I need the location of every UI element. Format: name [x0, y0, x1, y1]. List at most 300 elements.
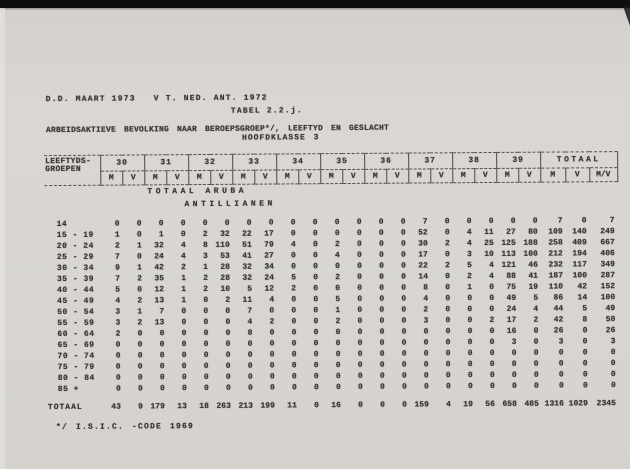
table-cell: 8: [582, 315, 588, 325]
table-cell: 5: [115, 285, 121, 295]
table-cell: 0: [401, 382, 407, 392]
table-cell: 3: [202, 251, 208, 262]
table-cell: 0: [511, 348, 517, 358]
row-label: 30 - 34: [56, 263, 95, 274]
sex-header: M: [144, 171, 166, 185]
table-cell: 7: [114, 252, 120, 262]
table-cell: 4: [533, 304, 539, 314]
table-cell: 0: [159, 362, 165, 372]
table-cell: 0: [400, 217, 406, 227]
table-cell: 2: [467, 272, 473, 282]
table-cell: 4: [180, 241, 186, 251]
table-cell: 0: [291, 262, 296, 272]
table-cell: 0: [291, 350, 297, 360]
table-cell: 0: [582, 326, 588, 336]
table-cell: 658: [502, 399, 517, 409]
table-cell: 0: [181, 384, 187, 394]
table-cell: 0: [610, 348, 616, 358]
table-cell: 2: [203, 273, 209, 284]
table-cell: 349: [600, 260, 615, 270]
table-cell: 0: [181, 351, 187, 361]
table-cell: 0: [379, 371, 385, 381]
table-cell: 109: [548, 227, 563, 237]
table-cell: 0: [378, 228, 384, 238]
table-cell: 4: [115, 296, 121, 306]
table-cell: 3: [423, 316, 429, 326]
table-cell: 10: [220, 284, 231, 294]
table-cell: 0: [247, 350, 253, 360]
page-subtitle: HOOFDKLASSE 3: [241, 133, 320, 143]
table-cell: 4: [334, 251, 340, 261]
table-cell: 2345: [596, 399, 616, 409]
table-cell: 0: [334, 229, 340, 239]
table-cell: 44: [553, 304, 564, 314]
table-cell: 0: [269, 350, 275, 360]
table-cell: 249: [600, 227, 615, 237]
table-cell: 0: [489, 359, 495, 370]
table-cell: 0: [379, 261, 384, 271]
table-cell: 2: [137, 318, 143, 328]
table-cell: 80: [528, 227, 538, 237]
table-cell: 2: [137, 296, 143, 306]
table-cell: 0: [357, 294, 363, 304]
table-cell: 0: [357, 272, 363, 282]
table-cell: 25: [484, 238, 494, 249]
sex-header: V: [254, 170, 276, 184]
table-cell: 0: [313, 328, 319, 338]
table-cell: 2: [225, 295, 231, 305]
table-cell: 110: [548, 282, 564, 292]
table-cell: 0: [379, 360, 385, 370]
row-label: 60 - 64: [57, 329, 95, 340]
table-cell: 0: [136, 230, 142, 240]
table-cell: 0: [335, 328, 341, 338]
table-cell: 0: [181, 329, 187, 339]
table-cell: 2: [444, 239, 450, 249]
table-cell: 212: [548, 249, 563, 259]
table-cell: 152: [600, 282, 616, 292]
sex-header: V: [122, 171, 144, 185]
table-cell: 2: [269, 317, 275, 327]
table-cell: 0: [357, 338, 363, 348]
row-label: 75 - 79: [57, 362, 95, 373]
table-cell: 3: [610, 337, 616, 347]
table-cell: 0: [225, 350, 231, 360]
table-cell: 0: [401, 360, 407, 370]
table-cell: 0: [291, 317, 297, 327]
table-cell: 0: [445, 371, 451, 381]
table-cell: 0: [313, 295, 319, 305]
table-cell: 4: [180, 252, 186, 262]
table-cell: 0: [401, 349, 407, 359]
table-cell: 22: [242, 229, 252, 239]
table-cell: 0: [335, 361, 341, 371]
table-cell: 0: [467, 349, 473, 359]
table-cell: 0: [180, 230, 186, 240]
row-label: TOTAAL: [47, 402, 83, 413]
table-cell: 0: [356, 217, 362, 227]
table-cell: 0: [402, 400, 407, 410]
table-cell: 0: [312, 218, 318, 228]
table-cell: 0: [115, 384, 121, 394]
table-cell: 0: [558, 370, 564, 380]
table-cell: 5: [335, 295, 341, 305]
group-header: 36: [364, 153, 408, 169]
table-cell: 16: [331, 401, 341, 411]
table-cell: 0: [269, 372, 275, 382]
table-cell: 5: [291, 273, 297, 283]
table-cell: 2: [291, 284, 297, 294]
table-cell: 3: [115, 318, 121, 328]
table-cell: 0: [533, 348, 539, 358]
footnote: */ I.S.I.C. -CODE 1969: [55, 422, 195, 433]
table-cell: 88: [506, 271, 517, 281]
table-cell: 0: [291, 339, 297, 349]
table-cell: 19: [463, 400, 473, 410]
table-cell: 0: [533, 381, 539, 391]
table-cell: 117: [572, 260, 587, 270]
table-cell: 0: [357, 283, 363, 293]
table-cell: 0: [467, 371, 473, 381]
table-cell: 52: [418, 228, 428, 238]
table-cell: 42: [577, 282, 588, 292]
table-cell: 0: [247, 339, 253, 349]
table-cell: 1: [114, 230, 120, 240]
table-cell: 13: [154, 318, 165, 328]
table-cell: 2: [533, 315, 539, 325]
table-cell: 0: [423, 327, 429, 337]
table-cell: 0: [181, 373, 187, 383]
table-cell: 213: [238, 401, 253, 411]
table-cell: 0: [269, 306, 275, 316]
table-cell: 7: [247, 306, 253, 316]
table-header: [44, 152, 617, 186]
table-cell: 3: [115, 307, 121, 317]
table-cell: 0: [290, 229, 296, 239]
sex-header: M/V: [589, 168, 617, 182]
group-header: 32: [188, 154, 232, 170]
table-cell: 0: [445, 294, 451, 304]
table-cell: 0: [358, 400, 363, 410]
table-cell: 1029: [568, 399, 588, 409]
table-cell: 0: [379, 338, 385, 348]
table-cell: 24: [506, 304, 517, 314]
table-cell: 0: [313, 306, 319, 316]
table-cell: 4: [466, 228, 472, 238]
group-header: TOTAAL: [540, 152, 617, 169]
table-cell: 0: [401, 305, 407, 315]
table-cell: 0: [159, 373, 165, 383]
table-cell: 0: [401, 272, 407, 282]
table-cell: 0: [489, 337, 495, 348]
row-label: 85 +: [57, 384, 79, 395]
table-cell: 2: [114, 241, 120, 251]
table-cell: 100: [572, 271, 588, 281]
section-label-antillianen: ANTILLIANEN: [184, 199, 276, 210]
table-cell: 86: [553, 293, 564, 303]
table-cell: 0: [489, 370, 495, 381]
table-cell: 27: [506, 227, 516, 237]
group-header: 30: [100, 155, 144, 171]
table-cell: 1: [158, 230, 164, 240]
table-cell: 0: [445, 327, 451, 337]
stub-header-line1: LEEFTYDS-: [45, 156, 92, 167]
table-cell: 0: [489, 293, 495, 304]
group-header: 39: [496, 152, 540, 168]
table-cell: 0: [582, 370, 588, 380]
table-cell: 0: [159, 384, 165, 394]
table-cell: 0: [225, 328, 231, 338]
table-cell: 0: [203, 306, 209, 316]
table-cell: 16: [506, 326, 517, 336]
table-cell: 0: [357, 316, 363, 326]
row-label: 45 - 49: [57, 296, 95, 307]
table-cell: 194: [572, 249, 587, 259]
table-cell: 0: [290, 251, 296, 261]
table-cell: 0: [180, 219, 186, 229]
page-title: ARBEIDSAKTIEVE BEVOLKING NAAR BEROEPSGROEP*/, LEEFTYD EN GESLACHT: [45, 123, 390, 136]
table-cell: 0: [136, 219, 142, 229]
table-cell: 0: [291, 383, 297, 393]
table-cell: 0: [610, 370, 616, 380]
table-cell: 1316: [544, 399, 564, 409]
table-cell: 0: [467, 327, 473, 337]
table-cell: 41: [528, 271, 539, 281]
table-cell: 0: [467, 294, 473, 304]
table-cell: 0: [379, 294, 385, 304]
table-cell: 11: [484, 227, 494, 238]
table-cell: 13: [154, 296, 165, 306]
table-cell: 22: [418, 261, 428, 271]
table-cell: 0: [610, 381, 616, 391]
stub-header: [44, 155, 100, 185]
table-cell: 0: [137, 384, 143, 394]
table-cell: 0: [510, 216, 516, 226]
table-cell: 0: [313, 361, 319, 371]
table-cell: 0: [379, 305, 385, 315]
table-cell: 0: [269, 328, 275, 338]
table-cell: 2: [202, 229, 208, 240]
table-cell: 4: [466, 239, 472, 249]
table-cell: 0: [225, 372, 231, 382]
table-cell: 0: [423, 382, 429, 392]
table-cell: 0: [225, 306, 231, 316]
row-label: 25 - 29: [56, 252, 94, 263]
sex-header: M: [452, 169, 474, 183]
table-cell: 0: [511, 381, 517, 391]
table-cell: 34: [264, 262, 274, 272]
stub-header-line2: GROEPEN: [45, 164, 81, 175]
table-cell: 159: [414, 400, 429, 410]
table-cell: 0: [158, 219, 164, 229]
table-cell: 0: [582, 359, 588, 369]
table-cell: 0: [115, 373, 121, 383]
sex-header: M: [408, 169, 430, 183]
table-cell: 125: [501, 238, 516, 248]
table-cell: 0: [357, 327, 363, 337]
group-header: 31: [144, 155, 188, 171]
table-cell: 14: [418, 272, 429, 282]
table-cell: 100: [523, 249, 538, 259]
table-cell: 0: [335, 350, 341, 360]
table-cell: 43: [111, 402, 121, 412]
table-cell: 1: [181, 285, 187, 295]
sex-header: M: [364, 169, 386, 183]
table-cell: 258: [548, 238, 563, 248]
table-cell: 0: [511, 359, 517, 369]
table-cell: 14: [577, 293, 588, 303]
table-cell: 0: [356, 228, 362, 238]
table-cell: 0: [247, 361, 253, 371]
table-cell: 1: [136, 241, 142, 251]
table-cell: 0: [159, 340, 165, 350]
table-cell: 0: [312, 240, 318, 250]
table-cell: 0: [378, 239, 384, 249]
table-cell: 0: [533, 337, 539, 347]
group-header: 37: [408, 153, 452, 169]
table-cell: 28: [220, 273, 231, 283]
row-label: 65 - 69: [57, 340, 95, 351]
table-cell: 0: [581, 216, 587, 226]
table-cell: 0: [335, 383, 341, 393]
table-cell: 485: [524, 399, 539, 409]
sex-header: V: [430, 169, 452, 183]
table-cell: 0: [401, 261, 406, 271]
table-cell: 0: [400, 239, 406, 249]
table-cell: 2: [423, 305, 429, 315]
table-cell: 51: [242, 240, 252, 250]
table-cell: 41: [242, 251, 252, 261]
table-cell: 0: [181, 362, 187, 372]
row-label: 35 - 39: [56, 274, 95, 285]
table-cell: 0: [203, 339, 209, 349]
table-cell: 0: [203, 328, 209, 338]
data-table: [44, 151, 619, 413]
table-cell: 0: [335, 284, 341, 294]
sex-header: V: [386, 169, 408, 183]
sex-header: V: [342, 169, 364, 183]
table-cell: 50: [605, 315, 616, 325]
table-cell: 7: [115, 274, 121, 284]
table-cell: 17: [264, 229, 274, 239]
table-cell: 0: [291, 306, 297, 316]
table-cell: 667: [600, 238, 615, 248]
table-cell: 26: [553, 326, 564, 336]
table-cell: 0: [379, 272, 385, 282]
table-cell: 0: [488, 216, 494, 227]
table-cell: 4: [489, 271, 495, 282]
table-cell: 0: [445, 338, 451, 348]
table-cell: 0: [445, 283, 451, 293]
table-cell: 28: [220, 262, 230, 272]
table-cell: 0: [181, 340, 187, 350]
table-cell: 140: [572, 227, 587, 237]
table-cell: 5: [533, 293, 539, 303]
table-cell: 0: [203, 317, 209, 327]
table-cell: 0: [610, 359, 616, 369]
table-cell: 0: [225, 339, 231, 349]
table-cell: 0: [489, 326, 495, 337]
table-cell: 0: [313, 372, 319, 382]
table-cell: 18: [199, 401, 209, 412]
table-cell: 199: [260, 401, 275, 411]
table-cell: 0: [466, 217, 472, 227]
table-cell: 0: [181, 307, 187, 317]
table-cell: 2: [335, 273, 341, 283]
table-cell: 0: [269, 383, 275, 393]
table-cell: 32: [154, 241, 164, 251]
table-cell: 0: [467, 305, 473, 315]
table-cell: 32: [242, 273, 253, 283]
table-cell: 17: [418, 250, 428, 260]
sex-header: M: [320, 170, 342, 184]
table-cell: 121: [501, 260, 516, 270]
table-cell: 0: [380, 400, 385, 410]
table-cell: 0: [423, 338, 429, 348]
table-cell: 9: [115, 263, 120, 273]
table-cell: 0: [532, 216, 538, 226]
table-cell: 24: [154, 252, 164, 262]
table-cell: 0: [533, 326, 539, 336]
group-header: 34: [276, 154, 320, 170]
group-header: 38: [452, 152, 496, 168]
table-cell: 3: [466, 250, 472, 260]
table-cell: 0: [467, 360, 473, 370]
table-cell: 0: [203, 361, 209, 371]
table-cell: 0: [268, 218, 274, 228]
table-cell: 0: [137, 329, 143, 339]
table-cell: 0: [291, 372, 297, 382]
table-cell: 24: [264, 273, 275, 283]
table-cell: 2: [335, 317, 341, 327]
table-cell: 287: [600, 271, 616, 281]
table-cell: 0: [314, 401, 319, 411]
table-cell: 9: [138, 402, 143, 412]
table-cell: 1: [335, 306, 341, 316]
table-cell: 7: [609, 216, 615, 226]
table-cell: 0: [357, 305, 363, 315]
table-cell: 113: [501, 249, 516, 259]
table-number-label: TABEL 2.2.j.: [230, 106, 303, 116]
table-cell: 0: [423, 371, 429, 381]
table-cell: 4: [290, 240, 296, 250]
table-cell: 75: [506, 282, 517, 292]
table-cell: 0: [313, 273, 319, 283]
table-cell: 7: [422, 217, 428, 227]
row-label: 15 - 19: [56, 230, 94, 241]
table-cell: 0: [137, 362, 143, 372]
row-label: 40 - 44: [57, 285, 95, 296]
table-cell: 0: [489, 282, 495, 293]
table-cell: 0: [313, 350, 319, 360]
table-cell: 4: [269, 295, 275, 305]
table-cell: 110: [215, 240, 230, 250]
sex-header: V: [518, 168, 540, 182]
table-cell: 0: [159, 351, 165, 361]
row-label: 14: [56, 219, 68, 230]
table-cell: 232: [548, 260, 563, 270]
table-cell: 0: [423, 360, 429, 370]
table-cell: 1: [137, 263, 142, 273]
table-cell: 0: [423, 349, 429, 359]
table-cell: 8: [247, 328, 253, 338]
group-header: 33: [232, 154, 276, 170]
table-cell: 0: [467, 316, 473, 326]
table-cell: 2: [489, 315, 495, 326]
table-cell: 0: [379, 283, 385, 293]
table-cell: 0: [445, 360, 451, 370]
sex-header: V: [565, 168, 589, 182]
